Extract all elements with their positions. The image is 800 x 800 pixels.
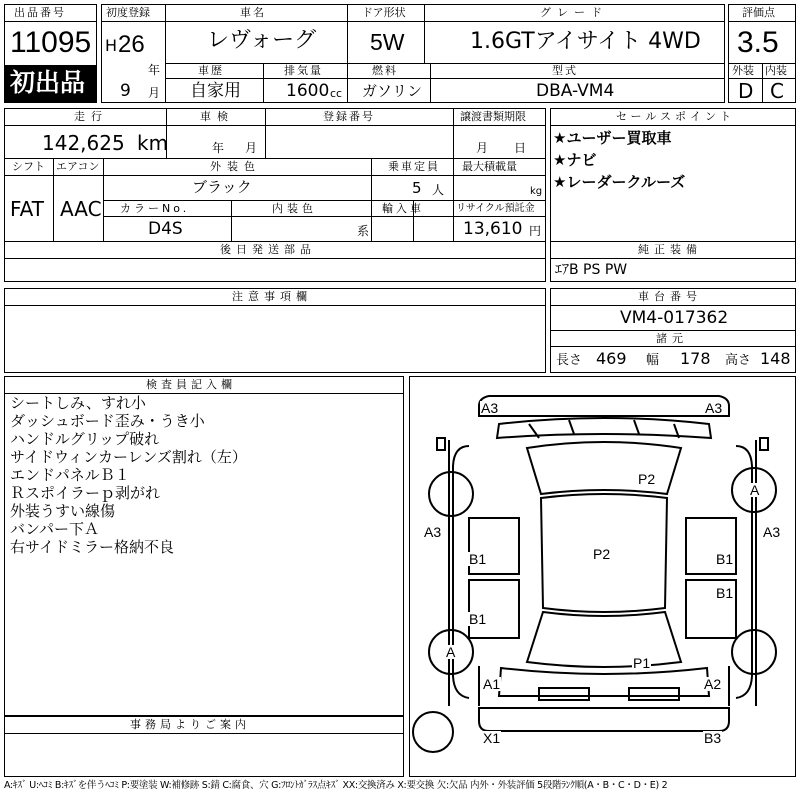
exterior-grade-label: 外装 <box>732 64 754 77</box>
selling-point-1: ★ユーザー買取車 <box>553 129 672 147</box>
inspector-line-9: 右サイドミラー格納不良 <box>10 538 174 556</box>
fuel-value: ガソリン <box>362 82 423 100</box>
selling-points-label: セールスポイント <box>616 110 736 123</box>
history-label: 車歴 <box>198 64 224 77</box>
int-color-label: 内装色 <box>272 202 317 215</box>
car-diagram <box>409 376 796 777</box>
transfer-label: 譲渡書類期限 <box>460 110 526 123</box>
selling-point-2: ★ナビ <box>553 151 597 169</box>
damage-mark: B1 <box>469 551 487 567</box>
ext-color-value: ブラック <box>192 178 252 196</box>
chassis-number: VM4-017362 <box>620 308 729 328</box>
year-unit: 年 <box>148 63 161 77</box>
history-value: 自家用 <box>190 81 241 101</box>
displacement-value: 1600 <box>286 81 330 101</box>
inspector-line-7: 外装うすい線傷 <box>10 502 116 520</box>
mileage-label: 走行 <box>74 110 108 123</box>
selling-point-3: ★レーダークルーズ <box>553 173 686 191</box>
color-no-value: D4S <box>148 219 183 239</box>
shift-value: FAT <box>10 197 45 221</box>
model-value: DBA-VM4 <box>536 81 615 101</box>
inspector-line-6: Ｒスポイラーｐ剥がれ <box>10 484 161 502</box>
inspector-label: 検査員記入欄 <box>146 378 236 391</box>
color-no-label: カラーNo. <box>120 202 190 215</box>
first-reg-label: 初度登録 <box>106 6 150 19</box>
recycle-unit: 円 <box>529 224 542 238</box>
inspection-label: 車検 <box>200 110 234 123</box>
car-name: レヴォーグ <box>207 28 317 53</box>
import-label: 輸入車 <box>382 202 424 215</box>
damage-mark: A3 <box>481 400 499 416</box>
damage-mark: P2 <box>593 546 611 562</box>
damage-mark: X1 <box>483 730 501 746</box>
door-label: ドア形状 <box>362 6 406 19</box>
lot-label: 出品番号 <box>14 6 66 19</box>
inspector-line-8: バンパー下Ａ <box>10 520 99 538</box>
damage-mark: B3 <box>704 730 722 746</box>
capacity-label: 乗車定員 <box>388 160 440 173</box>
recycle-value: 13,610 <box>463 219 523 239</box>
damage-mark: B1 <box>716 551 734 567</box>
door-value: 5W <box>370 29 405 55</box>
max-load-label: 最大積載量 <box>462 160 517 173</box>
equipment-items: ｴｱB PS PW <box>555 262 628 278</box>
month-unit: 月 <box>148 86 161 100</box>
interior-grade-label: 内装 <box>765 64 787 77</box>
first-listing-label: 初出品 <box>10 68 86 97</box>
inspector-line-1: シートしみ、すれ小 <box>10 394 146 412</box>
ac-label: エアコン <box>56 160 100 173</box>
shift-label: シフト <box>12 160 45 173</box>
grade-label: グレード <box>540 6 608 19</box>
car-name-label: 車名 <box>240 6 266 19</box>
score-value: 3.5 <box>737 26 779 59</box>
height-label: 高さ <box>725 353 752 368</box>
damage-mark: B1 <box>716 585 734 601</box>
grade-value: 1.6GTアイサイト 4WD <box>470 29 701 54</box>
max-load-unit: kg <box>530 186 543 197</box>
inspector-line-4: サイドウィンカーレンズ割れ（左） <box>10 448 247 466</box>
exterior-grade: D <box>738 79 754 103</box>
model-label: 型式 <box>552 64 578 77</box>
capacity-unit: 人 <box>432 183 445 197</box>
inspector-line-5: エンドパネルＢ１ <box>10 466 130 484</box>
transfer-month-unit: 月 <box>476 141 489 155</box>
interior-grade: C <box>770 79 784 103</box>
fuel-label: 燃料 <box>372 64 398 77</box>
height-value: 148 <box>760 349 791 368</box>
insp-year-unit: 年 <box>212 141 225 155</box>
length-label: 長さ <box>556 353 583 368</box>
ac-value: AAC <box>60 197 102 221</box>
chassis-label: 車台番号 <box>638 290 702 303</box>
era: H <box>105 36 118 55</box>
damage-mark: A3 <box>705 400 723 416</box>
ext-color-label: 外装色 <box>210 160 261 173</box>
damage-mark: A3 <box>763 524 781 540</box>
equipment-label: 純正装備 <box>638 243 702 256</box>
mileage-value: 142,625 <box>42 131 125 155</box>
office-label: 事務局よりご案内 <box>130 718 250 731</box>
length-value: 469 <box>596 349 627 368</box>
width-label: 幅 <box>646 353 660 368</box>
notes-label: 注意事項欄 <box>232 290 312 303</box>
lot-number: 11095 <box>10 26 92 59</box>
score-label: 評価点 <box>742 6 775 19</box>
int-color-unit: 系 <box>357 224 370 238</box>
month-value: 9 <box>120 81 131 101</box>
legend-text: A:ｷｽﾞ U:ﾍｺﾐ B:ｷｽﾞを伴うﾍｺﾐ P:要塗装 W:補修跡 S:錆 C:腐食、穴 G:ﾌﾛﾝﾄｶﾞﾗｽ点ｷｽﾞ XX:交換済み X:要交換 欠:欠品 内外・外装評価 5段階ﾗﾝｸ順(A・B・C・D・E) 2 <box>4 780 668 791</box>
insp-month-unit: 月 <box>245 141 258 155</box>
displacement-unit: cc <box>330 87 343 100</box>
damage-mark: B1 <box>469 611 487 627</box>
later-parts-label: 後日発送部品 <box>220 243 316 256</box>
inspector-line-2: ダッシュボード歪み・うき小 <box>10 412 205 430</box>
damage-mark: P1 <box>633 655 651 671</box>
inspector-line-3: ハンドルグリップ破れ <box>10 430 160 448</box>
damage-mark: A <box>750 482 760 498</box>
displacement-label: 排気量 <box>284 64 323 77</box>
damage-mark: A2 <box>704 676 722 692</box>
capacity-value: 5 <box>412 179 422 197</box>
damage-mark: A3 <box>424 524 442 540</box>
mileage-unit: km <box>137 131 169 155</box>
damage-mark: A1 <box>483 676 501 692</box>
dims-label: 諸元 <box>656 332 688 345</box>
damage-mark: A <box>446 644 456 660</box>
damage-mark: P2 <box>638 471 656 487</box>
reg-no-label: 登録番号 <box>323 110 375 123</box>
transfer-day-unit: 日 <box>514 141 527 155</box>
recycle-label: リサイクル預託金 <box>456 203 535 214</box>
width-value: 178 <box>680 349 711 368</box>
year-value: 26 <box>118 31 145 58</box>
